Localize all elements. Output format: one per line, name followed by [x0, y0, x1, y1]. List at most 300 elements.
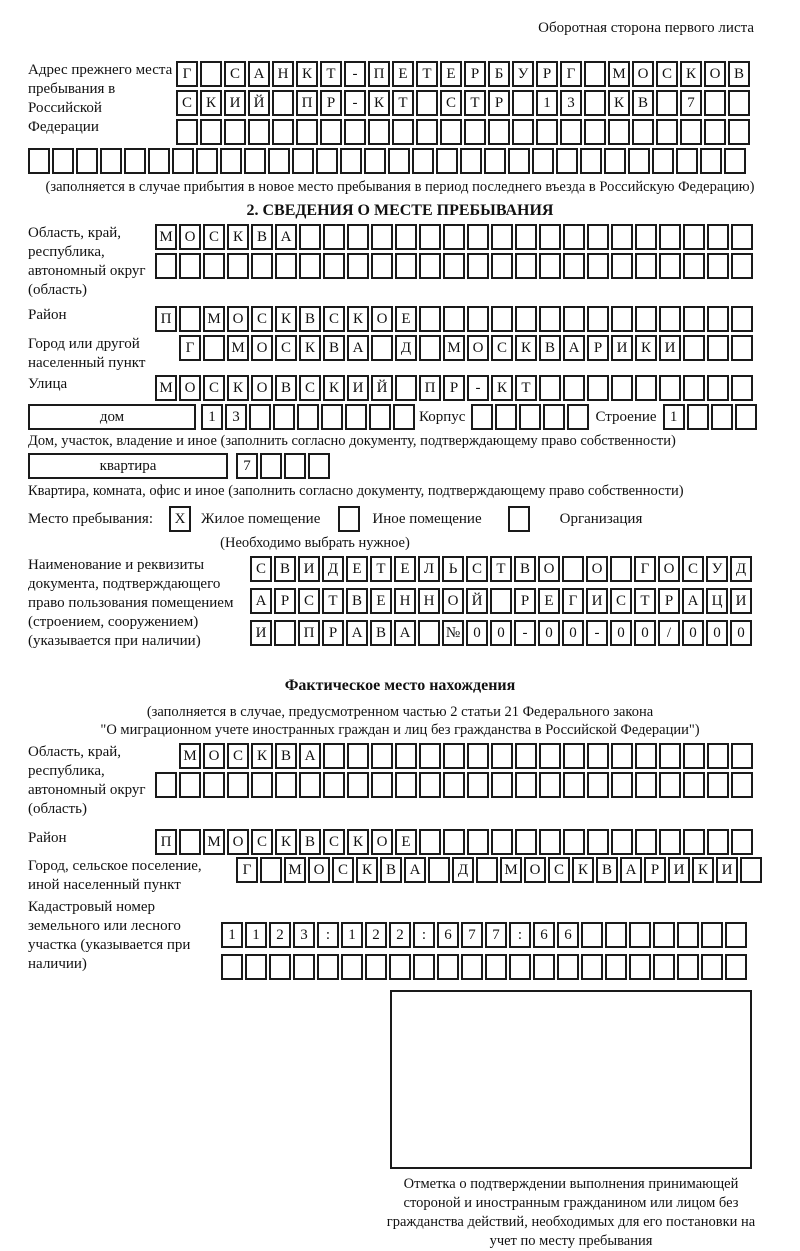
char-cell[interactable]: [629, 922, 651, 948]
char-cell[interactable]: К: [680, 61, 702, 87]
char-cell[interactable]: [683, 375, 705, 401]
char-cell[interactable]: [605, 954, 627, 980]
char-cell[interactable]: [659, 224, 681, 250]
char-cell[interactable]: [701, 954, 723, 980]
char-cell[interactable]: М: [203, 829, 225, 855]
char-cell[interactable]: Г: [176, 61, 198, 87]
char-cell[interactable]: К: [347, 306, 369, 332]
char-cell[interactable]: [584, 90, 606, 116]
char-cell[interactable]: О: [371, 829, 393, 855]
char-cell[interactable]: О: [442, 588, 464, 614]
char-cell[interactable]: [515, 306, 537, 332]
char-cell[interactable]: [260, 857, 282, 883]
char-cell[interactable]: [227, 772, 249, 798]
char-cell[interactable]: У: [706, 556, 728, 582]
char-cell[interactable]: О: [371, 306, 393, 332]
char-cell[interactable]: [683, 253, 705, 279]
char-cell[interactable]: [707, 743, 729, 769]
char-cell[interactable]: [419, 772, 441, 798]
char-cell[interactable]: [587, 772, 609, 798]
char-cell[interactable]: [611, 306, 633, 332]
char-cell[interactable]: [701, 922, 723, 948]
char-cell[interactable]: [275, 772, 297, 798]
char-cell[interactable]: А: [404, 857, 426, 883]
char-cell[interactable]: [659, 253, 681, 279]
char-cell[interactable]: О: [251, 335, 273, 361]
char-cell[interactable]: А: [250, 588, 272, 614]
char-cell[interactable]: 0: [490, 620, 512, 646]
char-cell[interactable]: [179, 829, 201, 855]
char-cell[interactable]: И: [716, 857, 738, 883]
char-cell[interactable]: [731, 253, 753, 279]
char-cell[interactable]: :: [509, 922, 531, 948]
char-cell[interactable]: А: [248, 61, 270, 87]
char-cell[interactable]: [652, 148, 674, 174]
char-cell[interactable]: [443, 306, 465, 332]
char-cell[interactable]: Т: [490, 556, 512, 582]
char-cell[interactable]: [707, 306, 729, 332]
char-cell[interactable]: [707, 772, 729, 798]
char-cell[interactable]: [515, 224, 537, 250]
char-cell[interactable]: И: [668, 857, 690, 883]
char-cell[interactable]: [347, 743, 369, 769]
char-cell[interactable]: [155, 253, 177, 279]
char-cell[interactable]: Г: [634, 556, 656, 582]
char-cell[interactable]: [272, 90, 294, 116]
char-cell[interactable]: [587, 743, 609, 769]
char-cell[interactable]: [148, 148, 170, 174]
char-cell[interactable]: -: [344, 90, 366, 116]
char-cell[interactable]: [172, 148, 194, 174]
char-cell[interactable]: М: [155, 375, 177, 401]
char-cell[interactable]: Б: [488, 61, 510, 87]
char-cell[interactable]: А: [347, 335, 369, 361]
char-cell[interactable]: [605, 922, 627, 948]
char-cell[interactable]: [461, 954, 483, 980]
char-cell[interactable]: [395, 224, 417, 250]
char-cell[interactable]: [731, 743, 753, 769]
char-cell[interactable]: [584, 61, 606, 87]
char-cell[interactable]: [467, 253, 489, 279]
char-cell[interactable]: [653, 954, 675, 980]
char-cell[interactable]: [443, 743, 465, 769]
char-cell[interactable]: [704, 90, 726, 116]
char-cell[interactable]: С: [440, 90, 462, 116]
char-cell[interactable]: [659, 829, 681, 855]
char-cell[interactable]: [724, 148, 746, 174]
char-cell[interactable]: В: [728, 61, 750, 87]
char-cell[interactable]: [533, 954, 555, 980]
char-cell[interactable]: [323, 772, 345, 798]
char-cell[interactable]: О: [658, 556, 680, 582]
char-cell[interactable]: 1: [201, 404, 223, 430]
char-cell[interactable]: [364, 148, 386, 174]
char-cell[interactable]: [340, 148, 362, 174]
char-cell[interactable]: [680, 119, 702, 145]
char-cell[interactable]: [200, 61, 222, 87]
char-cell[interactable]: [512, 119, 534, 145]
char-cell[interactable]: М: [203, 306, 225, 332]
char-cell[interactable]: [274, 620, 296, 646]
char-cell[interactable]: И: [730, 588, 752, 614]
char-cell[interactable]: [476, 857, 498, 883]
char-cell[interactable]: [389, 954, 411, 980]
char-cell[interactable]: /: [658, 620, 680, 646]
char-cell[interactable]: Е: [440, 61, 462, 87]
char-cell[interactable]: В: [299, 306, 321, 332]
char-cell[interactable]: [419, 253, 441, 279]
char-cell[interactable]: Д: [730, 556, 752, 582]
char-cell[interactable]: С: [251, 829, 273, 855]
char-cell[interactable]: Н: [272, 61, 294, 87]
char-cell[interactable]: Т: [416, 61, 438, 87]
char-cell[interactable]: В: [514, 556, 536, 582]
char-cell[interactable]: С: [176, 90, 198, 116]
char-cell[interactable]: Н: [394, 588, 416, 614]
char-cell[interactable]: [491, 253, 513, 279]
char-cell[interactable]: [656, 90, 678, 116]
char-cell[interactable]: [176, 119, 198, 145]
char-cell[interactable]: [587, 253, 609, 279]
char-cell[interactable]: [416, 90, 438, 116]
char-cell[interactable]: 0: [634, 620, 656, 646]
char-cell[interactable]: [224, 119, 246, 145]
char-cell[interactable]: [539, 772, 561, 798]
char-cell[interactable]: [635, 829, 657, 855]
char-cell[interactable]: С: [682, 556, 704, 582]
char-cell[interactable]: [509, 954, 531, 980]
char-cell[interactable]: Р: [644, 857, 666, 883]
char-cell[interactable]: [539, 375, 561, 401]
char-cell[interactable]: [323, 224, 345, 250]
char-cell[interactable]: [629, 954, 651, 980]
char-cell[interactable]: [656, 119, 678, 145]
char-cell[interactable]: [491, 772, 513, 798]
char-cell[interactable]: [707, 375, 729, 401]
char-cell[interactable]: [203, 335, 225, 361]
char-cell[interactable]: [704, 119, 726, 145]
char-cell[interactable]: [556, 148, 578, 174]
char-cell[interactable]: [677, 922, 699, 948]
char-cell[interactable]: [467, 306, 489, 332]
char-cell[interactable]: 0: [730, 620, 752, 646]
char-cell[interactable]: М: [500, 857, 522, 883]
char-cell[interactable]: [491, 224, 513, 250]
char-cell[interactable]: А: [299, 743, 321, 769]
char-cell[interactable]: К: [608, 90, 630, 116]
char-cell[interactable]: С: [323, 306, 345, 332]
char-cell[interactable]: Г: [560, 61, 582, 87]
char-cell[interactable]: Т: [515, 375, 537, 401]
char-cell[interactable]: [539, 829, 561, 855]
char-cell[interactable]: [563, 253, 585, 279]
char-cell[interactable]: А: [620, 857, 642, 883]
char-cell[interactable]: [683, 306, 705, 332]
char-cell[interactable]: П: [155, 306, 177, 332]
checkbox-zhiloe[interactable]: X: [169, 506, 191, 532]
char-cell[interactable]: [731, 772, 753, 798]
char-cell[interactable]: [731, 224, 753, 250]
char-cell[interactable]: К: [515, 335, 537, 361]
char-cell[interactable]: [371, 743, 393, 769]
char-cell[interactable]: [683, 829, 705, 855]
char-cell[interactable]: [393, 404, 415, 430]
char-cell[interactable]: [436, 148, 458, 174]
char-cell[interactable]: Р: [274, 588, 296, 614]
char-cell[interactable]: [484, 148, 506, 174]
char-cell[interactable]: В: [251, 224, 273, 250]
char-cell[interactable]: [316, 148, 338, 174]
char-cell[interactable]: [632, 119, 654, 145]
char-cell[interactable]: В: [380, 857, 402, 883]
char-cell[interactable]: М: [284, 857, 306, 883]
char-cell[interactable]: Т: [320, 61, 342, 87]
char-cell[interactable]: [512, 90, 534, 116]
char-cell[interactable]: А: [346, 620, 368, 646]
char-cell[interactable]: 1: [663, 404, 685, 430]
char-cell[interactable]: 1: [221, 922, 243, 948]
char-cell[interactable]: Р: [320, 90, 342, 116]
char-cell[interactable]: -: [586, 620, 608, 646]
char-cell[interactable]: [200, 119, 222, 145]
char-cell[interactable]: [371, 253, 393, 279]
char-cell[interactable]: С: [491, 335, 513, 361]
char-cell[interactable]: 7: [485, 922, 507, 948]
char-cell[interactable]: 1: [341, 922, 363, 948]
char-cell[interactable]: [725, 922, 747, 948]
char-cell[interactable]: [227, 253, 249, 279]
char-cell[interactable]: [563, 306, 585, 332]
char-cell[interactable]: А: [563, 335, 585, 361]
char-cell[interactable]: И: [224, 90, 246, 116]
char-cell[interactable]: [611, 224, 633, 250]
char-cell[interactable]: В: [370, 620, 392, 646]
char-cell[interactable]: [428, 857, 450, 883]
char-cell[interactable]: Т: [322, 588, 344, 614]
char-cell[interactable]: В: [632, 90, 654, 116]
char-cell[interactable]: Д: [395, 335, 417, 361]
char-cell[interactable]: О: [467, 335, 489, 361]
char-cell[interactable]: К: [227, 375, 249, 401]
char-cell[interactable]: 0: [466, 620, 488, 646]
char-cell[interactable]: Т: [634, 588, 656, 614]
char-cell[interactable]: М: [443, 335, 465, 361]
char-cell[interactable]: К: [368, 90, 390, 116]
char-cell[interactable]: В: [275, 375, 297, 401]
char-cell[interactable]: [683, 335, 705, 361]
char-cell[interactable]: О: [524, 857, 546, 883]
char-cell[interactable]: К: [692, 857, 714, 883]
char-cell[interactable]: [299, 253, 321, 279]
char-cell[interactable]: К: [356, 857, 378, 883]
char-cell[interactable]: 7: [236, 453, 258, 479]
char-cell[interactable]: [687, 404, 709, 430]
char-cell[interactable]: [519, 404, 541, 430]
char-cell[interactable]: [587, 224, 609, 250]
char-cell[interactable]: Г: [562, 588, 584, 614]
char-cell[interactable]: [539, 306, 561, 332]
char-cell[interactable]: Е: [346, 556, 368, 582]
char-cell[interactable]: [725, 954, 747, 980]
char-cell[interactable]: :: [413, 922, 435, 948]
char-cell[interactable]: Р: [587, 335, 609, 361]
char-cell[interactable]: [320, 119, 342, 145]
char-cell[interactable]: М: [608, 61, 630, 87]
char-cell[interactable]: [659, 375, 681, 401]
char-cell[interactable]: [251, 253, 273, 279]
char-cell[interactable]: [611, 743, 633, 769]
char-cell[interactable]: [392, 119, 414, 145]
char-cell[interactable]: М: [227, 335, 249, 361]
char-cell[interactable]: [467, 772, 489, 798]
char-cell[interactable]: [371, 772, 393, 798]
char-cell[interactable]: [323, 743, 345, 769]
char-cell[interactable]: [659, 306, 681, 332]
char-cell[interactable]: [155, 772, 177, 798]
char-cell[interactable]: [460, 148, 482, 174]
char-cell[interactable]: [635, 772, 657, 798]
char-cell[interactable]: [611, 829, 633, 855]
char-cell[interactable]: Е: [370, 588, 392, 614]
char-cell[interactable]: О: [227, 306, 249, 332]
char-cell[interactable]: Е: [395, 829, 417, 855]
char-cell[interactable]: С: [251, 306, 273, 332]
char-cell[interactable]: 3: [225, 404, 247, 430]
char-cell[interactable]: [299, 772, 321, 798]
char-cell[interactable]: [299, 224, 321, 250]
char-cell[interactable]: В: [346, 588, 368, 614]
char-cell[interactable]: [443, 829, 465, 855]
char-cell[interactable]: [203, 772, 225, 798]
char-cell[interactable]: К: [275, 829, 297, 855]
char-cell[interactable]: [683, 224, 705, 250]
char-cell[interactable]: [369, 404, 391, 430]
char-cell[interactable]: [471, 404, 493, 430]
char-cell[interactable]: [731, 829, 753, 855]
char-cell[interactable]: О: [308, 857, 330, 883]
char-cell[interactable]: С: [275, 335, 297, 361]
char-cell[interactable]: Р: [658, 588, 680, 614]
char-cell[interactable]: [419, 743, 441, 769]
char-cell[interactable]: [347, 772, 369, 798]
char-cell[interactable]: [292, 148, 314, 174]
char-cell[interactable]: [485, 954, 507, 980]
char-cell[interactable]: [418, 620, 440, 646]
char-cell[interactable]: У: [512, 61, 534, 87]
char-cell[interactable]: [635, 224, 657, 250]
char-cell[interactable]: Д: [322, 556, 344, 582]
char-cell[interactable]: [532, 148, 554, 174]
char-cell[interactable]: [581, 954, 603, 980]
char-cell[interactable]: [368, 119, 390, 145]
char-cell[interactable]: К: [227, 224, 249, 250]
char-cell[interactable]: [728, 119, 750, 145]
char-cell[interactable]: [321, 404, 343, 430]
char-cell[interactable]: [635, 306, 657, 332]
char-cell[interactable]: 7: [680, 90, 702, 116]
char-cell[interactable]: [700, 148, 722, 174]
char-cell[interactable]: 1: [536, 90, 558, 116]
char-cell[interactable]: [443, 253, 465, 279]
char-cell[interactable]: [635, 743, 657, 769]
char-cell[interactable]: [296, 119, 318, 145]
char-cell[interactable]: П: [419, 375, 441, 401]
char-cell[interactable]: [395, 743, 417, 769]
char-cell[interactable]: А: [682, 588, 704, 614]
char-cell[interactable]: Т: [392, 90, 414, 116]
char-cell[interactable]: [562, 556, 584, 582]
char-cell[interactable]: [587, 375, 609, 401]
char-cell[interactable]: [28, 148, 50, 174]
char-cell[interactable]: [488, 119, 510, 145]
char-cell[interactable]: [731, 335, 753, 361]
char-cell[interactable]: [269, 954, 291, 980]
char-cell[interactable]: [268, 148, 290, 174]
char-cell[interactable]: [508, 148, 530, 174]
char-cell[interactable]: С: [298, 588, 320, 614]
char-cell[interactable]: В: [274, 556, 296, 582]
char-cell[interactable]: [52, 148, 74, 174]
char-cell[interactable]: С: [203, 375, 225, 401]
char-cell[interactable]: [587, 306, 609, 332]
char-cell[interactable]: [683, 743, 705, 769]
char-cell[interactable]: [371, 224, 393, 250]
char-cell[interactable]: [221, 954, 243, 980]
char-cell[interactable]: 2: [365, 922, 387, 948]
char-cell[interactable]: О: [632, 61, 654, 87]
char-cell[interactable]: К: [296, 61, 318, 87]
char-cell[interactable]: [196, 148, 218, 174]
char-cell[interactable]: [419, 306, 441, 332]
char-cell[interactable]: [464, 119, 486, 145]
char-cell[interactable]: [581, 922, 603, 948]
char-cell[interactable]: С: [332, 857, 354, 883]
char-cell[interactable]: Р: [536, 61, 558, 87]
char-cell[interactable]: 2: [389, 922, 411, 948]
char-cell[interactable]: 0: [682, 620, 704, 646]
char-cell[interactable]: Т: [370, 556, 392, 582]
char-cell[interactable]: С: [203, 224, 225, 250]
char-cell[interactable]: [419, 335, 441, 361]
char-cell[interactable]: П: [298, 620, 320, 646]
char-cell[interactable]: 3: [293, 922, 315, 948]
char-cell[interactable]: 6: [557, 922, 579, 948]
char-cell[interactable]: 3: [560, 90, 582, 116]
char-cell[interactable]: [323, 253, 345, 279]
char-cell[interactable]: К: [251, 743, 273, 769]
char-cell[interactable]: П: [155, 829, 177, 855]
char-cell[interactable]: И: [250, 620, 272, 646]
char-cell[interactable]: [443, 224, 465, 250]
char-cell[interactable]: [635, 375, 657, 401]
char-cell[interactable]: [100, 148, 122, 174]
char-cell[interactable]: [275, 253, 297, 279]
char-cell[interactable]: 6: [533, 922, 555, 948]
char-cell[interactable]: [539, 224, 561, 250]
char-cell[interactable]: [347, 224, 369, 250]
char-cell[interactable]: С: [548, 857, 570, 883]
char-cell[interactable]: П: [296, 90, 318, 116]
char-cell[interactable]: [412, 148, 434, 174]
char-cell[interactable]: [611, 253, 633, 279]
char-cell[interactable]: [308, 453, 330, 479]
char-cell[interactable]: С: [656, 61, 678, 87]
char-cell[interactable]: Е: [395, 306, 417, 332]
char-cell[interactable]: [728, 90, 750, 116]
char-cell[interactable]: [245, 954, 267, 980]
char-cell[interactable]: [543, 404, 565, 430]
char-cell[interactable]: К: [572, 857, 594, 883]
